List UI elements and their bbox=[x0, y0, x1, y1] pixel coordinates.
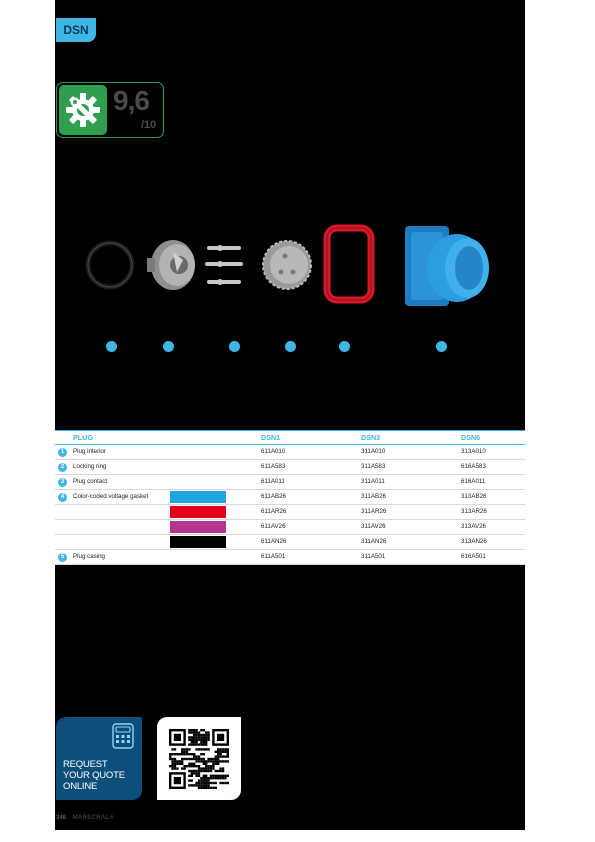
row-dsn1-ref: 611AV26 bbox=[261, 523, 286, 530]
page-footer bbox=[56, 815, 114, 821]
table-row bbox=[55, 505, 525, 520]
color-swatch bbox=[170, 491, 226, 503]
table-row bbox=[55, 490, 525, 505]
table-row bbox=[55, 535, 525, 550]
row-dsn3-ref: 311A501 bbox=[361, 553, 386, 560]
row-dsn1-ref: 611A501 bbox=[261, 553, 286, 560]
color-swatch bbox=[170, 506, 226, 518]
row-dsn3-ref: 311AR26 bbox=[361, 508, 387, 515]
product-tag: DSN bbox=[56, 18, 96, 42]
row-dsn6-ref: 313AV26 bbox=[461, 523, 486, 530]
plug-interior-part bbox=[147, 240, 195, 290]
row-dsn6-ref: 313AR26 bbox=[461, 508, 487, 515]
row-dsn3-ref: 311A583 bbox=[361, 463, 386, 470]
table-row bbox=[55, 460, 525, 475]
color-swatch bbox=[170, 521, 226, 533]
qr-code-icon bbox=[169, 729, 229, 789]
exploded-view bbox=[55, 210, 525, 320]
row-number-badge: 1 bbox=[58, 448, 67, 457]
table-row bbox=[55, 520, 525, 535]
row-dsn6-ref: 616A011 bbox=[461, 478, 486, 485]
parts-table bbox=[55, 430, 525, 565]
qr-code-card[interactable] bbox=[157, 717, 241, 800]
row-dsn6-ref: 313A010 bbox=[461, 448, 486, 455]
row-dsn3-ref: 311AV26 bbox=[361, 523, 386, 530]
header-dsn1: DSN1 bbox=[261, 433, 281, 442]
request-quote-card[interactable] bbox=[56, 717, 142, 800]
gear-wrench-icon bbox=[59, 85, 107, 135]
row-dsn1-ref: 611A010 bbox=[261, 448, 286, 455]
row-number-badge: 5 bbox=[58, 553, 67, 562]
part-marker-dot bbox=[436, 341, 447, 352]
part-marker-dot bbox=[106, 341, 117, 352]
request-quote-text: REQUEST YOUR QUOTE ONLINE bbox=[63, 759, 125, 792]
header-plug: PLUG bbox=[73, 433, 93, 442]
row-item-name: Plug interior bbox=[73, 448, 107, 455]
locking-ring-part bbox=[88, 243, 132, 287]
contact-disc-part bbox=[263, 241, 311, 289]
row-dsn1-ref: 611AR26 bbox=[261, 508, 287, 515]
part-marker-dot bbox=[163, 341, 174, 352]
row-dsn3-ref: 311AB26 bbox=[361, 493, 386, 500]
header-dsn3: DSN3 bbox=[361, 433, 381, 442]
table-row bbox=[55, 475, 525, 490]
row-item-name: Locking ring bbox=[73, 463, 107, 470]
row-dsn3-ref: 311A011 bbox=[361, 478, 385, 485]
voltage-gasket-part bbox=[327, 228, 371, 300]
row-number-badge: 3 bbox=[58, 478, 67, 487]
brand-name: MARECHAL® bbox=[72, 815, 115, 821]
row-dsn6-ref: 616A501 bbox=[461, 553, 486, 560]
row-number-badge: 2 bbox=[58, 463, 67, 472]
row-dsn1-ref: 611A583 bbox=[261, 463, 286, 470]
table-header bbox=[55, 430, 525, 445]
table-row bbox=[55, 550, 525, 565]
row-dsn3-ref: 311AN26 bbox=[361, 538, 387, 545]
page-number: 348 bbox=[56, 815, 67, 821]
row-dsn6-ref: 313AB26 bbox=[461, 493, 487, 500]
row-dsn1-ref: 611AB26 bbox=[261, 493, 286, 500]
score-denominator: /10 bbox=[141, 119, 157, 131]
part-marker-dot bbox=[229, 341, 240, 352]
row-dsn6-ref: 313AN26 bbox=[461, 538, 487, 545]
plug-casing-part bbox=[405, 226, 489, 306]
row-dsn1-ref: 611AN26 bbox=[261, 538, 287, 545]
score-badge bbox=[56, 82, 164, 138]
score-value: 9,6 bbox=[113, 85, 149, 116]
row-dsn3-ref: 311A010 bbox=[361, 448, 386, 455]
row-item-name: Plug contact bbox=[73, 478, 108, 485]
row-dsn6-ref: 616A583 bbox=[461, 463, 486, 470]
row-number-badge: 4 bbox=[58, 493, 67, 502]
row-dsn1-ref: 611A011 bbox=[261, 478, 285, 485]
row-item-name: Plug casing bbox=[73, 553, 105, 560]
table-row bbox=[55, 445, 525, 460]
part-marker-dot bbox=[285, 341, 296, 352]
calculator-icon bbox=[112, 723, 134, 749]
plug-contacts-part bbox=[205, 245, 243, 285]
part-marker-dot bbox=[339, 341, 350, 352]
color-swatch bbox=[170, 536, 226, 548]
row-item-name: Color-coded voltage gasket bbox=[73, 493, 149, 500]
header-dsn6: DSN6 bbox=[461, 433, 481, 442]
